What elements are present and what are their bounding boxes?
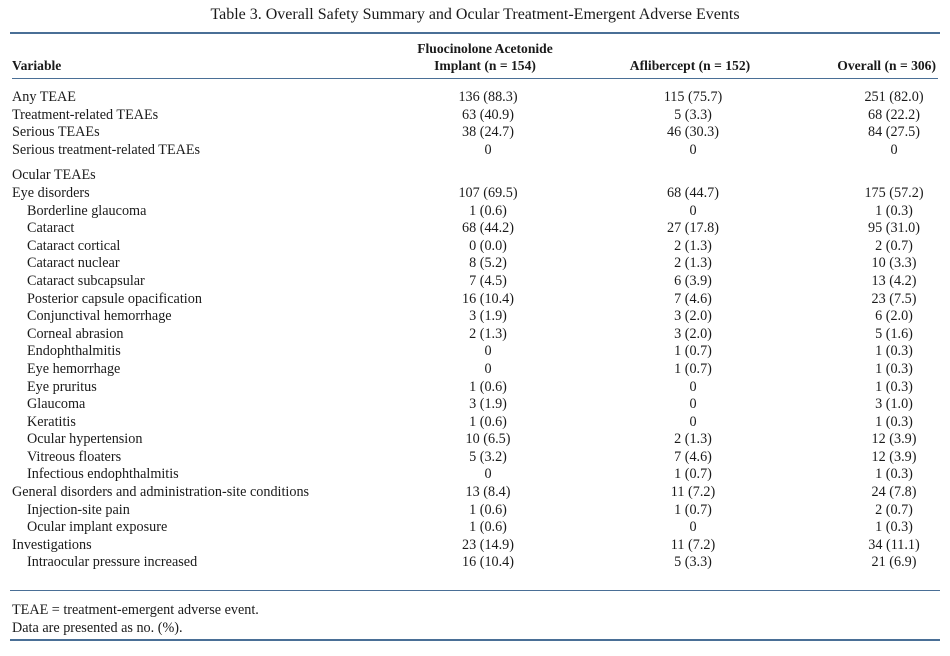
cell-aflibercept: 68 (44.7) xyxy=(666,184,719,201)
cell-aflibercept: 2 (1.3) xyxy=(674,431,712,448)
row-label: Cataract subcapsular xyxy=(27,272,145,289)
cell-overall: 2 (0.7) xyxy=(875,501,913,518)
cell-fluocinolone: 1 (0.6) xyxy=(469,501,507,518)
safety-table-container xyxy=(12,40,938,572)
row-label: Ocular implant exposure xyxy=(27,519,168,536)
cell-fluocinolone: 16 (10.4) xyxy=(461,290,514,307)
spacer-row xyxy=(12,159,938,167)
cell-fluocinolone: 68 (44.2) xyxy=(461,220,514,237)
cell-aflibercept: 2 (1.3) xyxy=(674,255,712,272)
table-row xyxy=(12,167,938,185)
cell-aflibercept: 7 (4.6) xyxy=(674,290,712,307)
cell-fluocinolone: 1 (0.6) xyxy=(469,378,507,395)
cell-fluocinolone: 3 (1.9) xyxy=(469,308,507,325)
cell-fluocinolone: 107 (69.5) xyxy=(458,184,518,201)
cell-fluocinolone: 0 xyxy=(484,343,492,360)
cell-fluocinolone: 1 (0.6) xyxy=(469,202,507,219)
cell-aflibercept: 1 (0.7) xyxy=(674,360,712,377)
row-label: Keratitis xyxy=(27,413,76,430)
table-row xyxy=(12,203,938,221)
cell-aflibercept: 0 xyxy=(689,396,697,413)
row-label: Ocular TEAEs xyxy=(12,167,96,184)
cell-overall: 24 (7.8) xyxy=(871,484,917,501)
cell-overall: 175 (57.2) xyxy=(864,184,924,201)
table-row xyxy=(12,431,938,449)
cell-fluocinolone: 0 xyxy=(484,466,492,483)
row-label: Corneal abrasion xyxy=(27,325,124,342)
cell-aflibercept: 0 xyxy=(689,413,697,430)
cell-fluocinolone xyxy=(380,167,590,185)
cell-fluocinolone: 1 (0.6) xyxy=(469,519,507,536)
cell-aflibercept: 1 (0.7) xyxy=(674,343,712,360)
table-row xyxy=(12,220,938,238)
cell-overall: 10 (3.3) xyxy=(871,255,917,272)
cell-fluocinolone: 63 (40.9) xyxy=(461,106,514,123)
row-label: Eye disorders xyxy=(12,184,90,201)
table-row xyxy=(12,107,938,125)
table-row xyxy=(12,343,938,361)
row-label: Treatment-related TEAEs xyxy=(12,106,159,123)
cell-overall: 3 (1.0) xyxy=(875,396,913,413)
cell-aflibercept: 2 (1.3) xyxy=(674,237,712,254)
cell-overall: 6 (2.0) xyxy=(875,308,913,325)
row-label: Cataract xyxy=(27,220,75,237)
row-label: Serious TEAEs xyxy=(12,124,100,141)
cell-overall: 1 (0.3) xyxy=(875,202,913,219)
cell-fluocinolone: 5 (3.2) xyxy=(469,448,507,465)
cell-fluocinolone: 23 (14.9) xyxy=(461,536,514,553)
cell-fluocinolone: 0 xyxy=(484,141,492,158)
cell-overall: 0 xyxy=(890,141,898,158)
cell-overall: 1 (0.3) xyxy=(875,378,913,395)
cell-aflibercept: 5 (3.3) xyxy=(674,554,712,571)
cell-fluocinolone: 13 (8.4) xyxy=(465,484,511,501)
cell-aflibercept: 115 (75.7) xyxy=(663,89,723,105)
cell-fluocinolone: 136 (88.3) xyxy=(458,89,518,105)
table-row xyxy=(12,379,938,397)
cell-aflibercept: 0 xyxy=(689,378,697,395)
row-label: Vitreous floaters xyxy=(27,448,122,465)
cell-overall: 34 (11.1) xyxy=(868,536,920,553)
spacer-cell xyxy=(12,159,938,167)
row-label: Glaucoma xyxy=(27,396,86,413)
header-divider-row xyxy=(12,79,938,90)
cell-overall: 13 (4.2) xyxy=(871,272,917,289)
cell-aflibercept: 11 (7.2) xyxy=(670,536,716,553)
cell-fluocinolone: 0 (0.0) xyxy=(469,237,507,254)
cell-aflibercept: 0 xyxy=(689,202,697,219)
row-label: Cataract cortical xyxy=(27,237,121,254)
table-row xyxy=(12,537,938,555)
cell-overall: 5 (1.6) xyxy=(875,325,913,342)
cell-fluocinolone: 38 (24.7) xyxy=(461,124,514,141)
table-row xyxy=(12,238,938,256)
cell-overall: 12 (3.9) xyxy=(871,448,917,465)
header-variable: Variable xyxy=(12,58,62,73)
table-row xyxy=(12,414,938,432)
cell-aflibercept: 0 xyxy=(689,141,697,158)
row-label: Endophthalmitis xyxy=(27,343,121,360)
table-row xyxy=(12,308,938,326)
cell-aflibercept: 46 (30.3) xyxy=(666,124,719,141)
cell-overall: 1 (0.3) xyxy=(875,413,913,430)
cell-aflibercept: 3 (2.0) xyxy=(674,308,712,325)
header-divider xyxy=(12,79,938,90)
row-label: Investigations xyxy=(12,536,92,553)
cell-aflibercept: 3 (2.0) xyxy=(674,325,712,342)
cell-fluocinolone: 8 (5.2) xyxy=(469,255,507,272)
cell-overall: 1 (0.3) xyxy=(875,466,913,483)
table-row xyxy=(12,449,938,467)
row-label: Serious treatment-related TEAEs xyxy=(12,141,201,158)
table-row xyxy=(12,273,938,291)
footnote-rule xyxy=(10,590,940,591)
cell-fluocinolone: 10 (6.5) xyxy=(465,431,511,448)
header-fluocinolone-line2: Implant (n = 154) xyxy=(434,58,536,73)
cell-fluocinolone: 0 xyxy=(484,360,492,377)
table-row xyxy=(12,466,938,484)
row-label: Eye pruritus xyxy=(27,378,97,395)
header-aflibercept: Aflibercept (n = 152) xyxy=(629,58,751,73)
cell-overall: 21 (6.9) xyxy=(871,554,917,571)
footnote-teae: TEAE = treatment-emergent adverse event. xyxy=(12,602,259,618)
cell-overall: 2 (0.7) xyxy=(875,237,913,254)
header-fluocinolone-line1: Fluocinolone Acetonide xyxy=(417,41,553,56)
cell-fluocinolone: 2 (1.3) xyxy=(469,325,507,342)
table-body xyxy=(12,79,938,573)
footnotes xyxy=(12,601,259,637)
bottom-rule xyxy=(10,639,940,641)
cell-overall xyxy=(790,167,938,185)
cell-overall: 1 (0.3) xyxy=(875,360,913,377)
table-row xyxy=(12,554,938,572)
cell-fluocinolone: 1 (0.6) xyxy=(469,413,507,430)
cell-aflibercept: 1 (0.7) xyxy=(674,501,712,518)
header-fluocinolone xyxy=(380,40,590,79)
table-row xyxy=(12,519,938,537)
table-row xyxy=(12,484,938,502)
row-label: Intraocular pressure increased xyxy=(27,554,198,571)
row-label: General disorders and administration-site conditions xyxy=(12,484,310,501)
row-label: Ocular hypertension xyxy=(27,431,143,448)
cell-overall: 23 (7.5) xyxy=(871,290,917,307)
row-label: Eye hemorrhage xyxy=(27,360,121,377)
table-row xyxy=(12,502,938,520)
cell-overall: 1 (0.3) xyxy=(875,519,913,536)
cell-fluocinolone: 3 (1.9) xyxy=(469,396,507,413)
footnote-data-format: Data are presented as no. (%). xyxy=(12,620,183,636)
row-label: Cataract nuclear xyxy=(27,255,120,272)
table-row xyxy=(12,396,938,414)
cell-overall: 12 (3.9) xyxy=(871,431,917,448)
header-overall: Overall (n = 306) xyxy=(837,58,936,73)
table-caption: Table 3. Overall Safety Summary and Ocular Treatment-Emergent Adverse Events xyxy=(210,6,740,23)
cell-fluocinolone: 16 (10.4) xyxy=(461,554,514,571)
cell-aflibercept: 7 (4.6) xyxy=(674,448,712,465)
table-row xyxy=(12,142,938,160)
cell-overall: 1 (0.3) xyxy=(875,343,913,360)
cell-aflibercept: 5 (3.3) xyxy=(674,106,712,123)
cell-overall: 84 (27.5) xyxy=(867,124,920,141)
table-row xyxy=(12,89,938,107)
row-label: Posterior capsule opacification xyxy=(27,290,202,307)
cell-aflibercept: 0 xyxy=(689,519,697,536)
cell-aflibercept: 1 (0.7) xyxy=(674,466,712,483)
safety-table xyxy=(12,40,938,572)
cell-overall: 251 (82.0) xyxy=(864,89,924,105)
row-label: Any TEAE xyxy=(12,89,76,105)
cell-aflibercept: 11 (7.2) xyxy=(670,484,716,501)
row-label: Borderline glaucoma xyxy=(27,202,147,219)
cell-overall: 95 (31.0) xyxy=(867,220,920,237)
table-row xyxy=(12,124,938,142)
cell-overall: 68 (22.2) xyxy=(867,106,920,123)
top-rule xyxy=(10,32,940,34)
row-label: Infectious endophthalmitis xyxy=(27,466,179,483)
cell-fluocinolone: 7 (4.5) xyxy=(469,272,507,289)
cell-aflibercept: 6 (3.9) xyxy=(674,272,712,289)
table-row xyxy=(12,361,938,379)
cell-aflibercept: 27 (17.8) xyxy=(666,220,719,237)
table-row xyxy=(12,326,938,344)
row-label: Injection-site pain xyxy=(27,501,130,518)
table-row xyxy=(12,185,938,203)
row-label: Conjunctival hemorrhage xyxy=(27,308,172,325)
table-header-row xyxy=(12,40,938,79)
cell-aflibercept xyxy=(590,167,790,185)
table-row xyxy=(12,291,938,309)
table-row xyxy=(12,255,938,273)
